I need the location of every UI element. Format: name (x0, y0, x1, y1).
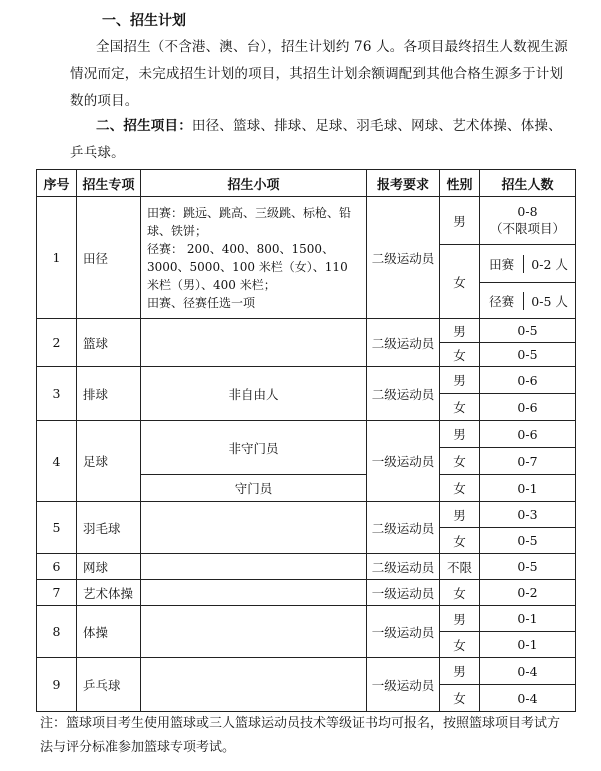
section2-paragraph (70, 113, 570, 167)
row-gender: 男 (440, 606, 480, 632)
row-no: 3 (37, 367, 77, 421)
row-sport: 羽毛球 (77, 502, 141, 554)
row-count: 0-6 (480, 367, 576, 394)
section2-heading: 二、招生项目： (96, 118, 192, 134)
table-row (37, 580, 576, 606)
sub-cell (480, 245, 576, 283)
enrollment-table (36, 169, 576, 712)
row-count: 0-5 (480, 554, 576, 580)
row-gender: 女 (440, 343, 480, 367)
row-items: 非守门员 (141, 421, 367, 475)
row-sport: 艺术体操 (77, 580, 141, 606)
row-no: 2 (37, 319, 77, 367)
table-row (37, 319, 576, 343)
row-items: 守门员 (141, 475, 367, 502)
row-count: 0-5 (480, 319, 576, 343)
header-count: 招生人数 (480, 170, 576, 197)
row-sport: 篮球 (77, 319, 141, 367)
section1-text: 全国招生（不含港、澳、台），招生计划约 76 人。各项目最终招生人数视生源情况而定，未完成招生计划的项目，其招生计划余额调配到其他合格生源多于计划数的项目。 (70, 39, 568, 109)
row-sport: 体操 (77, 606, 141, 658)
row-gender: 男 (440, 319, 480, 343)
row-gender: 男 (440, 421, 480, 448)
row-gender: 女 (440, 685, 480, 712)
table-row (37, 197, 576, 245)
row-sport: 网球 (77, 554, 141, 580)
section2-text: 田径、篮球、排球、足球、羽毛球、网球、艺术体操、体操、乒乓球。 (70, 118, 562, 161)
row-gender: 女 (440, 394, 480, 421)
row-items (141, 658, 367, 712)
table-row (37, 502, 576, 528)
row-items (141, 580, 367, 606)
row-no: 8 (37, 606, 77, 658)
row-count: 0-4 (480, 685, 576, 712)
row-items (141, 319, 367, 367)
row-gender: 女 (440, 448, 480, 475)
header-sport: 招生专项 (77, 170, 141, 197)
row-requirement: 二级运动员 (367, 319, 440, 367)
row-gender: 女 (440, 528, 480, 554)
row-count (480, 197, 576, 245)
row-gender: 男 (440, 367, 480, 394)
row-requirement: 二级运动员 (367, 554, 440, 580)
row-count: 0-1 (480, 606, 576, 632)
row-sport: 足球 (77, 421, 141, 502)
row-count: 0-3 (480, 502, 576, 528)
row-count: 0-1 (480, 632, 576, 658)
sub-count: 0-5 人 (531, 293, 568, 309)
row-requirement: 二级运动员 (367, 502, 440, 554)
table-row (37, 554, 576, 580)
row-no: 1 (37, 197, 77, 319)
row-no: 9 (37, 658, 77, 712)
row-count: 0-6 (480, 421, 576, 448)
row-requirement: 一级运动员 (367, 421, 440, 502)
row-sport: 排球 (77, 367, 141, 421)
table-header-row (37, 170, 576, 197)
row-gender: 女 (440, 632, 480, 658)
table-row (37, 421, 576, 448)
row-gender: 女 (440, 475, 480, 502)
row-requirement: 二级运动员 (367, 367, 440, 421)
row-count: 0-2 (480, 580, 576, 606)
row-sport: 乒乓球 (77, 658, 141, 712)
row-gender: 男 (440, 658, 480, 685)
header-items: 招生小项 (141, 170, 367, 197)
sub-label: 田赛 (480, 255, 524, 273)
sub-count: 0-2 人 (531, 256, 568, 272)
row-gender: 男 (440, 197, 480, 245)
row-count: 0-5 (480, 343, 576, 367)
sub-label: 径赛 (480, 292, 524, 310)
row-gender: 女 (440, 245, 480, 319)
table-row (37, 606, 576, 632)
table-row (37, 658, 576, 685)
sub-cell (480, 283, 576, 319)
row-sport: 田径 (77, 197, 141, 319)
sub-table (480, 255, 575, 273)
row-no: 7 (37, 580, 77, 606)
row-items (141, 502, 367, 554)
row-requirement: 二级运动员 (367, 197, 440, 319)
row-items: 非自由人 (141, 367, 367, 421)
row-count: 0-1 (480, 475, 576, 502)
row-gender: 男 (440, 502, 480, 528)
row-items (141, 606, 367, 658)
count-value: 0-8 (517, 204, 538, 219)
footnote: 注：篮球项目考生使用篮球或三人篮球运动员技术等级证书均可报名，按照篮球项目考试方法与评分标准参加篮球专项考试。 (40, 716, 561, 755)
row-items: 田赛：跳远、跳高、三级跳、标枪、铅球、铁饼； 径赛： 200、400、800、1500、3000、5000、100 米栏（女）、110 米栏（男）、400 米栏； 田赛、径赛任选一项 (141, 197, 367, 319)
row-gender: 女 (440, 580, 480, 606)
header-gender: 性别 (440, 170, 480, 197)
row-items (141, 554, 367, 580)
row-no: 6 (37, 554, 77, 580)
table-row (37, 367, 576, 394)
row-gender: 不限 (440, 554, 480, 580)
header-no: 序号 (37, 170, 77, 197)
row-requirement: 一级运动员 (367, 606, 440, 658)
row-no: 5 (37, 502, 77, 554)
row-count: 0-7 (480, 448, 576, 475)
count-note: （不限项目） (489, 221, 565, 236)
sub-table (480, 292, 575, 310)
row-count: 0-5 (480, 528, 576, 554)
section1-heading: 一、招生计划 (102, 13, 186, 29)
row-no: 4 (37, 421, 77, 502)
header-requirement: 报考要求 (367, 170, 440, 197)
row-requirement: 一级运动员 (367, 580, 440, 606)
row-count: 0-4 (480, 658, 576, 685)
row-requirement: 一级运动员 (367, 658, 440, 712)
row-count: 0-6 (480, 394, 576, 421)
